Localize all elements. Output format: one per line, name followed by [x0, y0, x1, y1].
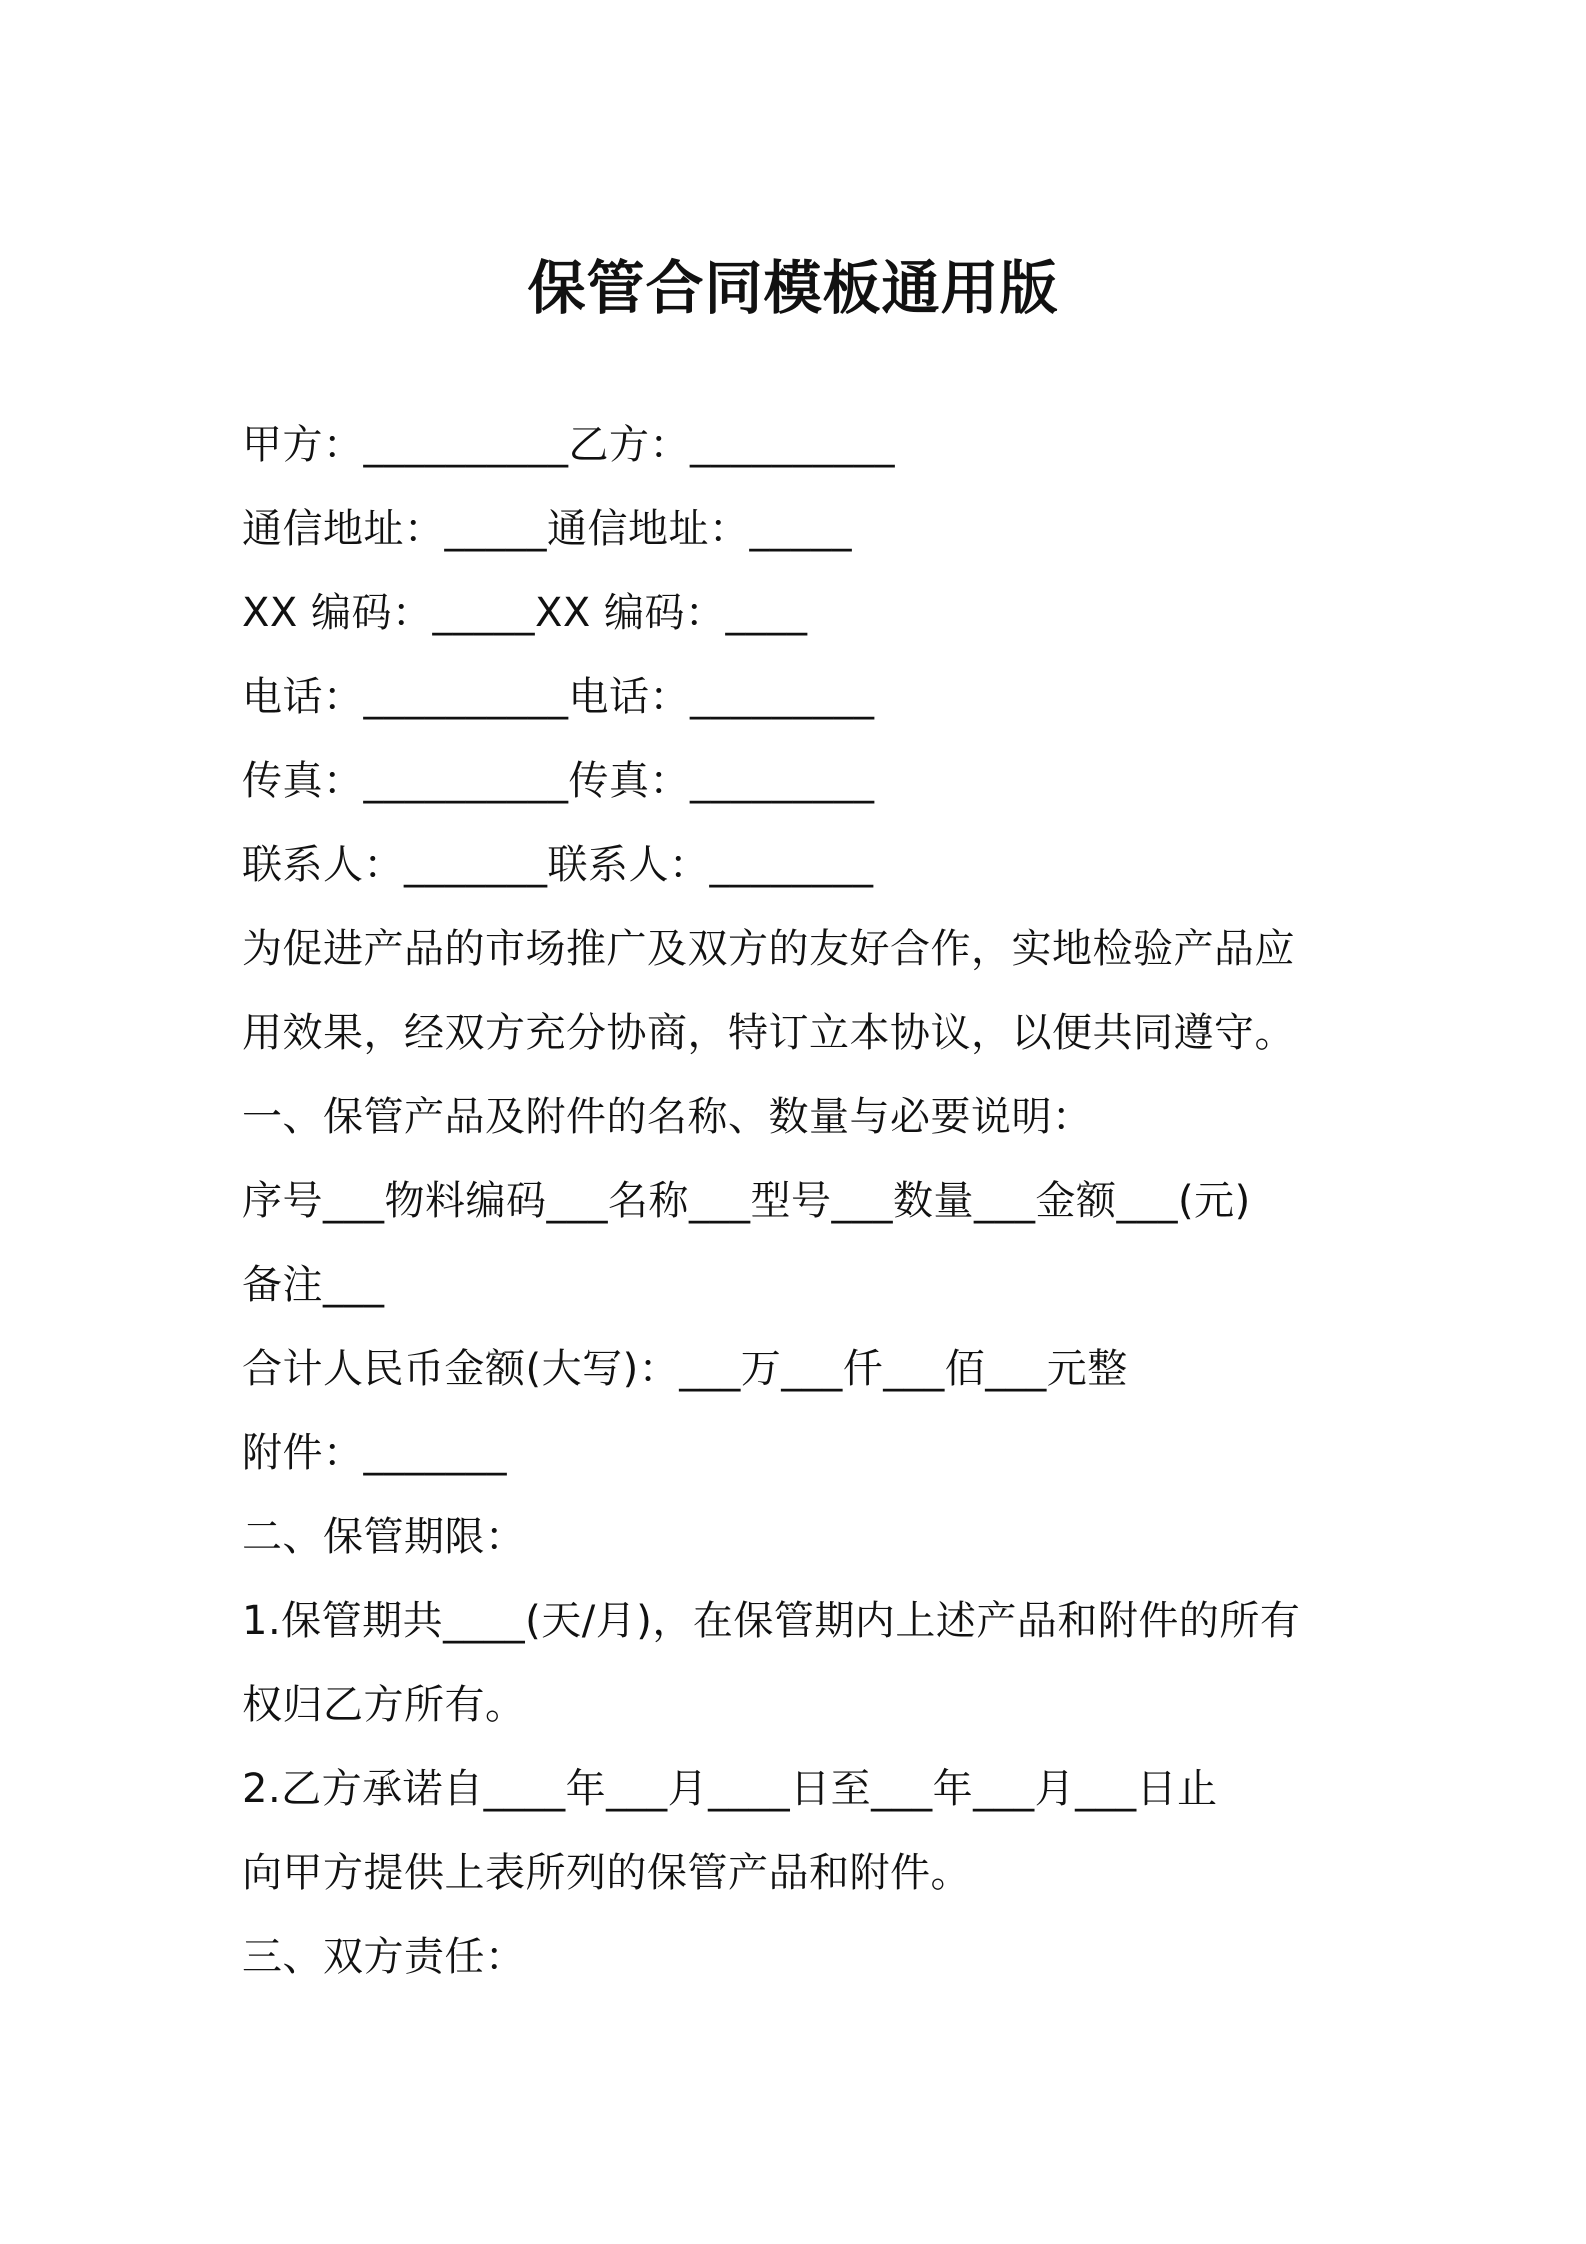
contact-line: 联系人：_______联系人：________	[242, 842, 874, 888]
intro-paragraph-line-1: 为促进产品的市场推广及双方的友好合作，实地检验产品应	[242, 926, 1295, 972]
term-clause-2-line-2: 向甲方提供上表所列的保管产品和附件。	[242, 1850, 971, 1896]
fax-line: 传真：__________传真：_________	[242, 758, 875, 804]
party-line: 甲方：__________乙方：__________	[242, 422, 895, 468]
phone-line: 电话：__________电话：_________	[242, 674, 875, 720]
section-heading-3: 三、双方责任：	[242, 1934, 526, 1980]
document-body	[242, 403, 1362, 1999]
term-clause-2-line-1: 2.乙方承诺自____年___月____日至___年___月___日止	[242, 1766, 1218, 1812]
section-heading-1: 一、保管产品及附件的名称、数量与必要说明：	[242, 1094, 1093, 1140]
attachment-line: 附件：_______	[242, 1430, 507, 1476]
address-line: 通信地址：_____通信地址：_____	[242, 506, 852, 552]
term-clause-1-line-1: 1.保管期共____(天/月)，在保管期内上述产品和附件的所有	[242, 1598, 1301, 1644]
document-title: 保管合同模板通用版	[527, 254, 1059, 322]
item-fields-line: 序号___物料编码___名称___型号___数量___金额___(元)	[242, 1178, 1251, 1224]
code-line: XX 编码：_____XX 编码：____	[242, 590, 808, 636]
intro-paragraph-line-2: 用效果，经双方充分协商，特订立本协议，以便共同遵守。	[242, 1010, 1295, 1056]
section-heading-2: 二、保管期限：	[242, 1514, 526, 1560]
term-clause-1-line-2: 权归乙方所有。	[242, 1682, 526, 1728]
total-amount-line: 合计人民币金额(大写)：___万___仟___佰___元整	[242, 1346, 1128, 1392]
remarks-line: 备注___	[242, 1262, 385, 1308]
